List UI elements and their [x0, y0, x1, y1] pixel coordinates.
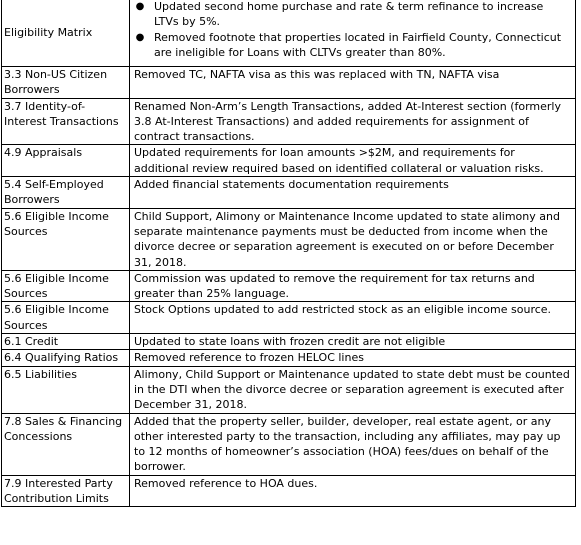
table-row — [2, 350, 576, 366]
section-cell: Eligibility Matrix — [2, 0, 130, 67]
list-item — [134, 0, 571, 30]
table-row — [2, 475, 576, 507]
bullet-dot-icon: ● — [135, 1, 145, 12]
list-item-text: Removed footnote that properties located in Fairfield County, Connecticut are ineligible for Loans with CLTVs greater than 80%. — [154, 30, 562, 59]
bullet-list — [134, 0, 571, 60]
table-row — [2, 366, 576, 413]
table-row — [2, 302, 576, 334]
section-cell: 5.4 Self-Employed Borrowers — [2, 177, 130, 209]
table-row — [2, 0, 576, 67]
table-row — [2, 413, 576, 475]
change-cell: Child Support, Alimony or Maintenance Income updated to state alimony and separate maintenance payments must be deducted from income when the divorce decree or separation agreement is executed on or before December 31, 2018. — [130, 208, 576, 270]
change-cell: Removed reference to frozen HELOC lines — [130, 350, 576, 366]
section-cell: 6.4 Qualifying Ratios — [2, 350, 130, 366]
section-cell: 6.5 Liabilities — [2, 366, 130, 413]
change-cell: Renamed Non-Arm’s Length Transactions, added At-Interest section (formerly 3.8 At-Interest Transactions) and added requirements for assignment of contract transactions. — [130, 98, 576, 145]
section-cell: 3.3 Non-US Citizen Borrowers — [2, 67, 130, 99]
section-cell: 3.7 Identity-of-Interest Transactions — [2, 98, 130, 145]
table-row — [2, 334, 576, 350]
change-cell: Added that the property seller, builder, developer, real estate agent, or any other interested party to the transaction, including any affiliates, may pay up to 12 months of homeowner’s association (HOA) fees/dues on behalf of the borrower. — [130, 413, 576, 475]
table-row — [2, 67, 576, 99]
change-cell: Updated requirements for loan amounts >$2M, and requirements for additional review required based on identified collateral or valuation risks. — [130, 145, 576, 177]
section-cell: 7.9 Interested Party Contribution Limits — [2, 475, 130, 507]
section-cell: 4.9 Appraisals — [2, 145, 130, 177]
list-item-text: Updated second home purchase and rate & term refinance to increase LTVs by 5%. — [154, 0, 544, 29]
table-row — [2, 177, 576, 209]
table-row — [2, 270, 576, 302]
table-body — [2, 0, 576, 507]
change-cell: Alimony, Child Support or Maintenance updated to state debt must be counted in the DTI when the divorce decree or separation agreement is executed after December 31, 2018. — [130, 366, 576, 413]
list-item — [134, 30, 571, 61]
section-cell: 5.6 Eligible Income Sources — [2, 302, 130, 334]
change-cell: Stock Options updated to add restricted stock as an eligible income source. — [130, 302, 576, 334]
change-cell: Added financial statements documentation requirements — [130, 177, 576, 209]
section-cell: 7.8 Sales & Financing Concessions — [2, 413, 130, 475]
change-cell: Removed TC, NAFTA visa as this was replaced with TN, NAFTA visa — [130, 67, 576, 99]
table-row — [2, 208, 576, 270]
bullet-dot-icon: ● — [135, 31, 145, 43]
table-row — [2, 98, 576, 145]
change-cell: Updated to state loans with frozen credit are not eligible — [130, 334, 576, 350]
table-row — [2, 145, 576, 177]
section-cell: 5.6 Eligible Income Sources — [2, 270, 130, 302]
change-cell: Commission was updated to remove the requirement for tax returns and greater than 25% language. — [130, 270, 576, 302]
section-cell: 5.6 Eligible Income Sources — [2, 208, 130, 270]
change-summary-table — [1, 0, 576, 507]
section-cell: 6.1 Credit — [2, 334, 130, 350]
change-cell — [130, 0, 576, 67]
change-cell: Removed reference to HOA dues. — [130, 475, 576, 507]
